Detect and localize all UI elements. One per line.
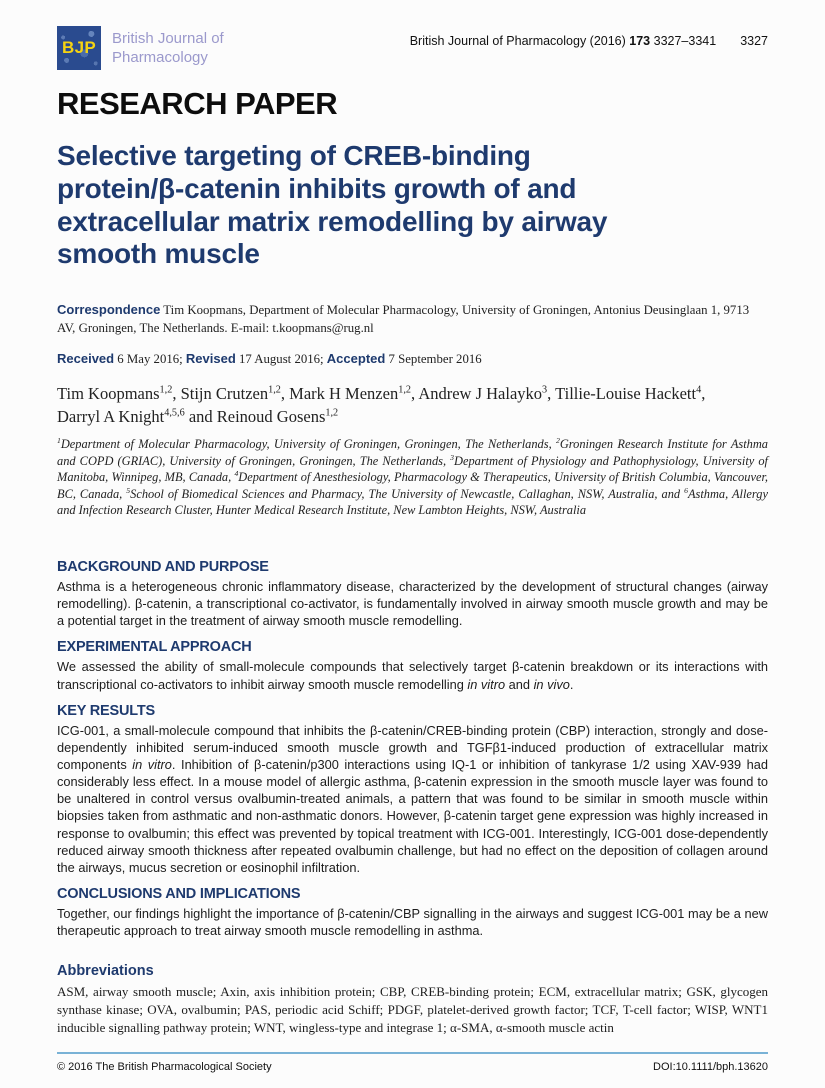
correspondence-block (57, 301, 768, 338)
revised-label: Revised (185, 350, 236, 366)
journal-name-line2: Pharmacology (112, 49, 208, 67)
abbreviations-block (57, 963, 768, 1036)
abstract-body-approach: We assessed the ability of small-molecule compounds that selectively target β-catenin breakdown or its interactions with transcriptional co-activators to inhibit airway smooth muscle remodelling in vitro and in vivo. (57, 659, 768, 692)
copyright-text: © 2016 The British Pharmacological Society (57, 1061, 272, 1074)
accepted-label: Accepted (326, 350, 386, 366)
citation-prefix: British Journal of Pharmacology (2016) (409, 34, 630, 48)
bjp-logo-icon (57, 26, 101, 70)
correspondence-label: Correspondence (57, 302, 161, 317)
authors-line-2: Darryl A Knight$^{4,5,6}$ and Reinoud Gosens$^{1,2}$ (57, 407, 339, 427)
journal-name (112, 26, 224, 70)
authors-list (57, 382, 768, 429)
abstract-body-results: ICG-001, a small-molecule compound that inhibits the β-catenin/CREB-binding protein (CBP) interaction, strongly and dose-dependently inhibited serum-induced smooth muscle growth and TGFβ1-induced production of extracellular matrix components in vitro. Inhibition of β-catenin/p300 interactions using IQ-1 or inhibition of tankyrase 1/2 using XAV-939 had considerably less effect. In a mouse model of allergic asthma, β-catenin expression in the smooth muscle layer was found to be unaltered in control versus ovalbumin-treated animals, a pattern that was found to be similar in smooth muscle within biopsies taken from asthmatic and non-asthmatic donors. However, β-catenin target gene expression was highly increased in response to ovalbumin; this effect was prevented by topical treatment with ICG-001. Interestingly, ICG-001 dose-dependently reduced airway smooth thickness after repeated ovalbumin challenge, but had no effect on the deposition of collagen around the airways, mucus secretion or eosinophil infiltration. (57, 722, 768, 875)
title-line-1: Selective targeting of CREB-binding (57, 140, 531, 171)
paper-title (57, 140, 768, 271)
abstract-heading-background: BACKGROUND AND PURPOSE (57, 558, 269, 575)
running-head-citation (410, 26, 768, 48)
page-header (57, 26, 768, 70)
authors-line-1: Tim Koopmans$^{1,2}$, Stijn Crutzen$^{1,2}$, Mark H Menzen$^{1,2}$, Andrew J Halayko$^3$, Tillie-Louise Hackett$^4$, (57, 383, 706, 403)
affiliations: $^1$Department of Molecular Pharmacology, University of Groningen, Groningen, The Netherlands, $^2$Groningen Research Institute for Asthma and COPD (GRIAC), University of Groningen, Groningen, The Netherlands, $^3$Department of Physiology and Pathophysiology, University of Manitoba, Winnipeg, MB, Canada, $^4$Department of Anesthesiology, Pharmacology & Therapeutics, University of British Columbia, Vancouver, BC, Canada, $^5$School of Biomedical Sciences and Pharmacy, The University of Newcastle, Callaghan, NSW, Australia, and $^6$Asthma, Allergy and Infection Research Cluster, Hunter Medical Research Institute, New Lambton Heights, NSW, Australia (57, 436, 769, 518)
page-number: 3327 (740, 34, 768, 48)
title-line-3: extracellular matrix remodelling by airway (57, 205, 608, 237)
title-line-4: smooth muscle (57, 238, 260, 270)
paper-type-label: RESEARCH PAPER (57, 86, 338, 121)
title-line-2: protein/β-catenin inhibits growth of and (57, 172, 577, 204)
abstract-heading-results: KEY RESULTS (57, 702, 155, 719)
journal-logo-block (57, 26, 224, 70)
abstract (57, 559, 768, 939)
abstract-body-background: Asthma is a heterogeneous chronic inflammatory disease, characterized by the development of structural changes (airway remodelling). β-catenin, a transcriptional co-activator, is fundamentally involved in airway smooth muscle growth and may be a potential target in the treatment of airway smooth muscle remodelling. (57, 578, 768, 629)
revised-value: 17 August 2016; (235, 351, 327, 366)
received-value: 6 May 2016; (114, 351, 186, 366)
correspondence-text: Tim Koopmans, Department of Molecular Pharmacology, University of Groningen, Antonius Deusinglaan 1, 9713 AV, Groningen, The Netherlands. E-mail: t.koopmans@rug.nl (57, 303, 750, 336)
accepted-value: 7 September 2016 (385, 351, 482, 366)
bjp-logo-text: BJP (62, 38, 96, 57)
citation-volume: 173 (629, 34, 651, 48)
journal-name-line1: British Journal of (112, 30, 224, 47)
abstract-heading-approach: EXPERIMENTAL APPROACH (57, 639, 252, 656)
received-label: Received (57, 350, 115, 366)
citation-pages: 3327–3341 (650, 34, 717, 48)
abbreviations-body: ASM, airway smooth muscle; Axin, axis inhibition protein; CBP, CREB-binding protein; ECM, extracellular matrix; GSK, glycogen synthase kinase; OVA, ovalbumin; PAS, periodic acid Schiff; PDGF, platelet-derived growth factor; TCF, T-cell factor; WISP, WNT1 inducible signalling pathway protein; WNT, wingless-type and integrase 1; α-SMA, α-smooth muscle actin (57, 984, 768, 1035)
abstract-heading-conclusions: CONCLUSIONS AND IMPLICATIONS (57, 885, 301, 902)
page-footer (57, 1052, 768, 1073)
dates-line (57, 351, 768, 367)
doi-text: DOI:10.1111/bph.13620 (653, 1061, 768, 1074)
abstract-body-conclusions: Together, our findings highlight the importance of β-catenin/CBP signalling in the airways and suggest ICG-001 may be a new therapeutic approach to treat airway smooth muscle remodelling in asthma. (57, 905, 768, 939)
abbreviations-heading: Abbreviations (57, 963, 154, 980)
